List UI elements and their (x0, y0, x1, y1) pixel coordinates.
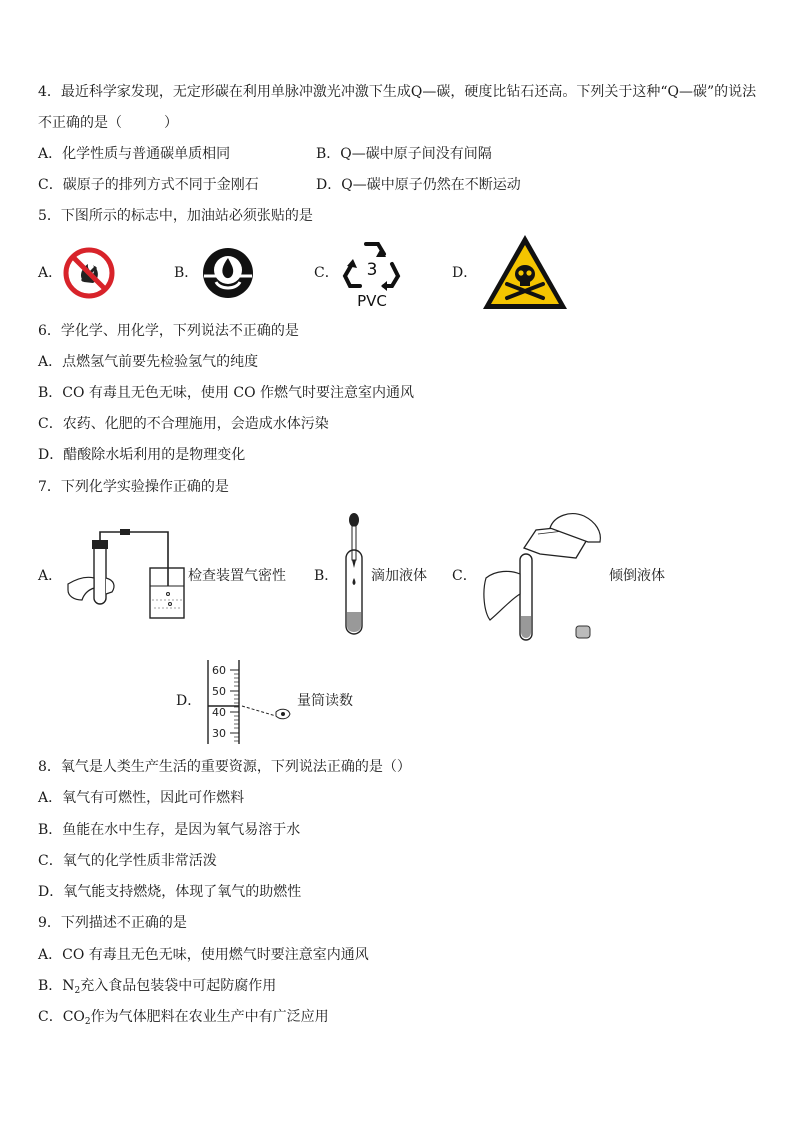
q5-option-a-label: A． (38, 265, 63, 281)
q6-option-b: B．CO 有毒且无色无味，使用 CO 作燃气时要注意室内通风 (38, 385, 415, 401)
cylinder-tick-50: 50 (212, 685, 226, 698)
q5-option-d-label: D． (452, 265, 478, 281)
q6-stem: 6．学化学、用化学，下列说法不正确的是 (38, 323, 299, 339)
airtightness-check-apparatus-icon (64, 528, 188, 624)
q7-option-d-caption: 量筒读数 (297, 693, 353, 709)
q9-option-b-subscript: 2 (74, 986, 81, 996)
q8-option-d: D．氧气能支持燃烧，体现了氧气的助燃性 (38, 884, 302, 900)
q4-option-a: A．化学性质与普通碳单质相同 (38, 146, 231, 162)
q8-stem: 8．氧气是人类生产生活的重要资源，下列说法正确的是（） (38, 759, 411, 775)
q7-option-a-caption: 检查装置气密性 (188, 568, 286, 584)
q4-stem-line1: 4．最近科学家发现，无定形碳在利用单脉冲激光冲激下生成Q—碳，硬度比钻石还高。下列关于这种“Q—碳”的说法 (38, 84, 757, 100)
q9-option-c-prefix: C．CO (38, 1009, 85, 1025)
pouring-liquid-apparatus-icon (480, 508, 610, 644)
cylinder-tick-40: 40 (212, 706, 226, 719)
q9-option-c (38, 1007, 329, 1027)
q9-option-c-text: 作为气体肥料在农业生产中有广泛应用 (90, 1009, 329, 1025)
q8-option-a: A．氧气有可燃性，因此可作燃料 (38, 790, 245, 806)
q7-option-c-caption: 倾倒液体 (609, 568, 665, 584)
q6-option-c: C．农药、化肥的不合理施用，会造成水体污染 (38, 416, 329, 432)
q9-stem: 9．下列描述不正确的是 (38, 915, 187, 931)
q5-option-b-label: B． (174, 265, 199, 281)
q9-option-b-text: 充入食品包装袋中可起防腐作用 (80, 978, 277, 994)
q9-option-b (38, 976, 276, 996)
toxic-warning-sign-icon (480, 232, 570, 312)
water-saving-sign-icon (200, 246, 256, 300)
dropper-test-tube-icon (340, 512, 368, 640)
q5-stem: 5．下图所示的标志中，加油站必须张贴的是 (38, 208, 313, 224)
q8-option-b: B．鱼能在水中生存，是因为氧气易溶于水 (38, 822, 301, 838)
q4-option-c: C．碳原子的排列方式不同于金刚石 (38, 177, 259, 193)
q8-option-c: C．氧气的化学性质非常活泼 (38, 853, 217, 869)
q9-option-c-subscript: 2 (84, 1017, 91, 1027)
recycle-pvc-text: PVC (357, 292, 387, 310)
q7-option-c-label: C． (452, 568, 477, 584)
q4-option-b: B．Q—碳中原子间没有间隔 (316, 146, 492, 162)
q4-option-d: D．Q—碳中原子仍然在不断运动 (316, 177, 521, 193)
q5-option-c-label: C． (314, 265, 339, 281)
q4-stem-line2: 不正确的是（ ） (38, 115, 178, 131)
no-fire-sign-icon (62, 246, 116, 300)
cylinder-tick-60: 60 (212, 664, 226, 677)
q7-stem: 7．下列化学实验操作正确的是 (38, 479, 229, 495)
q6-option-a: A．点燃氢气前要先检验氢气的纯度 (38, 354, 259, 370)
q9-option-a: A．CO 有毒且无色无味，使用燃气时要注意室内通风 (38, 947, 369, 963)
q7-option-d-label: D． (176, 693, 202, 709)
q6-option-d: D．醋酸除水垢利用的是物理变化 (38, 447, 246, 463)
recycle-pvc-icon (340, 238, 404, 310)
graduated-cylinder-reading-icon (206, 660, 292, 744)
q9-option-b-prefix: B．N (38, 978, 75, 994)
q7-option-a-label: A． (38, 568, 63, 584)
q7-option-b-label: B． (314, 568, 339, 584)
q7-option-b-caption: 滴加液体 (371, 568, 427, 584)
cylinder-tick-30: 30 (212, 727, 226, 740)
recycle-number: 3 (366, 260, 378, 280)
